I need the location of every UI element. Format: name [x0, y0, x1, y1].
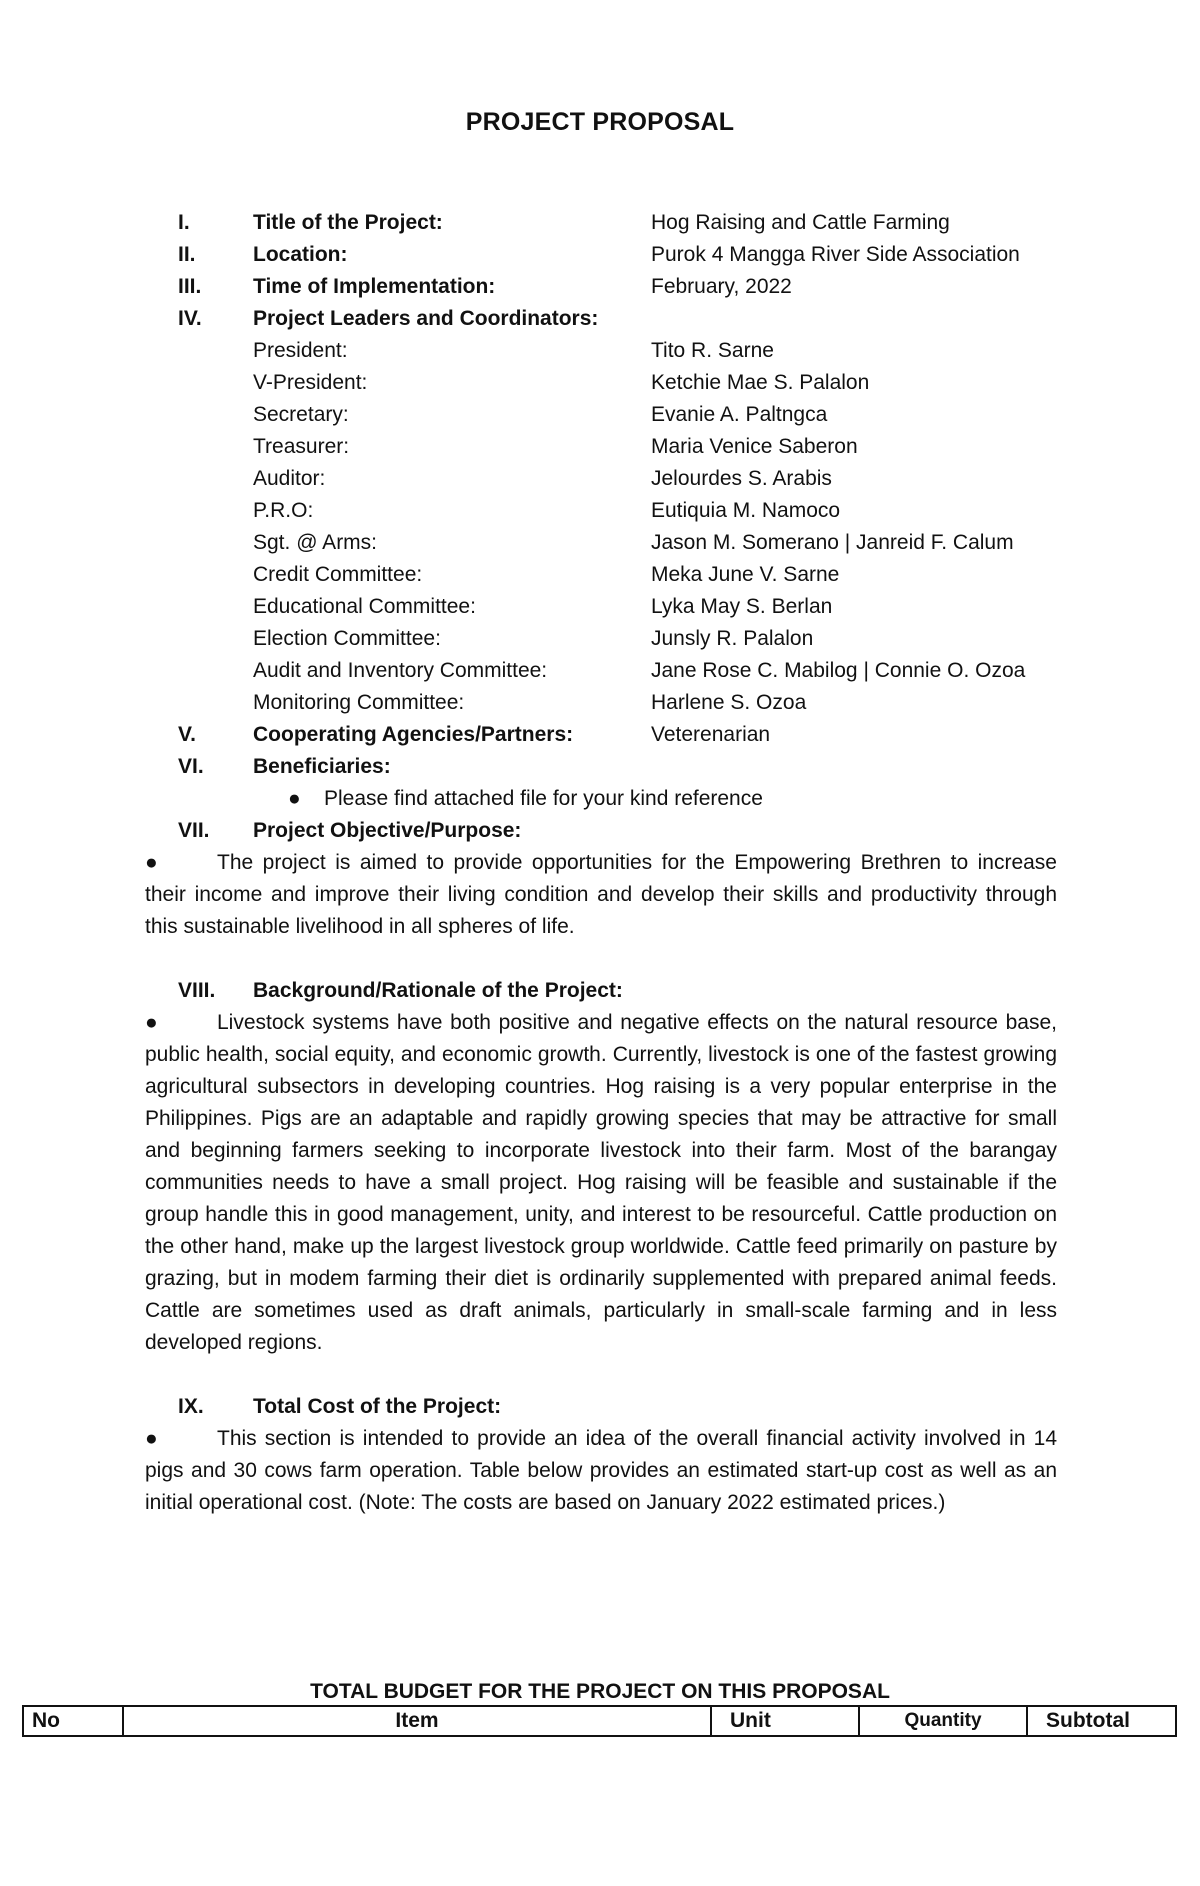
section-number: VI.: [178, 755, 204, 778]
section-number: III.: [178, 275, 202, 298]
officer-row: [178, 687, 1058, 719]
section-label: Time of Implementation:: [253, 275, 496, 298]
officer-role: V-President:: [253, 371, 368, 394]
section-number: VIII.: [178, 979, 216, 1002]
officer-name: Tito R. Sarne: [651, 339, 774, 362]
paragraph-text: The project is aimed to provide opportunities for the Empowering Brethren to increase their income and improve their living condition and develop their skills and productivity through this sustainable livelihood in all spheres of life.: [145, 851, 1057, 938]
officer-role: President:: [253, 339, 348, 362]
officer-name: Eutiquia M. Namoco: [651, 499, 841, 522]
officer-row: [178, 655, 1058, 687]
officer-role: Monitoring Committee:: [253, 691, 465, 714]
bullet-text: Please find attached file for your kind reference: [324, 787, 763, 810]
bullet-icon: ●: [145, 1011, 158, 1034]
officer-role: Auditor:: [253, 467, 326, 490]
column-header-item: Item: [123, 1706, 711, 1736]
section-background: [178, 975, 1058, 1007]
section-number: IV.: [178, 307, 202, 330]
section-total-cost: [178, 1391, 1058, 1423]
officer-name: Ketchie Mae S. Palalon: [651, 371, 870, 394]
section-number: VII.: [178, 819, 210, 842]
section-objective: [178, 815, 1058, 847]
budget-table-title: TOTAL BUDGET FOR THE PROJECT ON THIS PROPOSAL: [310, 1680, 890, 1703]
officer-row: [178, 335, 1058, 367]
bullet-icon: ●: [145, 1427, 158, 1450]
officer-row: [178, 623, 1058, 655]
section-label: Cooperating Agencies/Partners:: [253, 723, 574, 746]
background-paragraph: [145, 1007, 1057, 1359]
bullet-icon: ●: [288, 787, 301, 810]
officer-row: [178, 367, 1058, 399]
officer-row: [178, 495, 1058, 527]
table-header-row: [23, 1706, 1176, 1736]
section-label: Background/Rationale of the Project:: [253, 979, 623, 1002]
section-label: Beneficiaries:: [253, 755, 391, 778]
paragraph-text: Livestock systems have both positive and negative effects on the natural resource base, public health, social equity, and economic growth. Currently, livestock is one of the fastest growing agricultural subsectors in developing countries. Hog raising is a very popular enterprise in the Philippines. Pigs are an adaptable and rapidly growing species that may be attractive for small and beginning farmers seeking to incorporate livestock into their farm. Most of the barangay communities needs to have a small project. Hog raising will be feasible and sustainable if the group handle this in good management, unity, and interest to be resourceful. Cattle production on the other hand, make up the largest livestock group worldwide. Cattle feed primarily on pasture by grazing, but in modem farming their diet is ordinarily supplemented with prepared animal feeds. Cattle are sometimes used as draft animals, particularly in small-scale farming and in less developed regions.: [145, 1011, 1057, 1354]
section-number: IX.: [178, 1395, 204, 1418]
section-label: Project Leaders and Coordinators:: [253, 307, 599, 330]
officer-role: Sgt. @ Arms:: [253, 531, 378, 554]
officer-role: Secretary:: [253, 403, 349, 426]
section-time: [178, 271, 1058, 303]
column-header-subtotal: Subtotal: [1027, 1706, 1176, 1736]
officer-name: Evanie A. Paltngca: [651, 403, 828, 426]
officer-name: Jelourdes S. Arabis: [651, 467, 832, 490]
officer-row: [178, 559, 1058, 591]
total-cost-paragraph: [145, 1423, 1057, 1519]
section-value: Purok 4 Mangga River Side Association: [651, 243, 1020, 266]
officer-name: Junsly R. Palalon: [651, 627, 814, 650]
column-header-quantity: Quantity: [859, 1706, 1027, 1736]
page-title: PROJECT PROPOSAL: [465, 108, 735, 136]
officer-role: Credit Committee:: [253, 563, 423, 586]
column-header-unit: Unit: [711, 1706, 859, 1736]
officer-role: Audit and Inventory Committee:: [253, 659, 548, 682]
officer-name: Jason M. Somerano | Janreid F. Calum: [651, 531, 1014, 554]
section-value: Veterenarian: [651, 723, 771, 746]
section-label: Total Cost of the Project:: [253, 1395, 502, 1418]
section-number: II.: [178, 243, 196, 266]
officer-row: [178, 591, 1058, 623]
section-number: I.: [178, 211, 190, 234]
officer-name: Jane Rose C. Mabilog | Connie O. Ozoa: [651, 659, 1026, 682]
officer-role: Election Committee:: [253, 627, 441, 650]
section-title-of-project: [178, 207, 1058, 239]
section-leaders: [178, 303, 1058, 335]
bullet-icon: ●: [145, 851, 158, 874]
officer-name: Maria Venice Saberon: [651, 435, 858, 458]
officer-row: [178, 431, 1058, 463]
section-number: V.: [178, 723, 196, 746]
section-location: [178, 239, 1058, 271]
section-label: Location:: [253, 243, 348, 266]
paragraph-text: This section is intended to provide an idea of the overall financial activity involved in 14 pigs and 30 cows farm operation. Table below provides an estimated start-up cost as well as an initial operational cost. (Note: The costs are based on January 2022 estimated prices.): [145, 1427, 1057, 1514]
officer-name: Harlene S. Ozoa: [651, 691, 807, 714]
section-label: Project Objective/Purpose:: [253, 819, 522, 842]
officer-role: P.R.O:: [253, 499, 314, 522]
officer-role: Treasurer:: [253, 435, 350, 458]
section-value: February, 2022: [651, 275, 792, 298]
section-label: Title of the Project:: [253, 211, 443, 234]
section-cooperating-agencies: [178, 719, 1058, 751]
objective-paragraph: [145, 847, 1057, 943]
section-beneficiaries: [178, 751, 1058, 783]
officer-row: [178, 399, 1058, 431]
section-value: Hog Raising and Cattle Farming: [651, 211, 950, 234]
officer-name: Lyka May S. Berlan: [651, 595, 833, 618]
officer-role: Educational Committee:: [253, 595, 476, 618]
officer-name: Meka June V. Sarne: [651, 563, 840, 586]
column-header-no: No: [23, 1706, 123, 1736]
officer-row: [178, 463, 1058, 495]
officer-row: [178, 527, 1058, 559]
budget-table: [22, 1705, 1177, 1737]
